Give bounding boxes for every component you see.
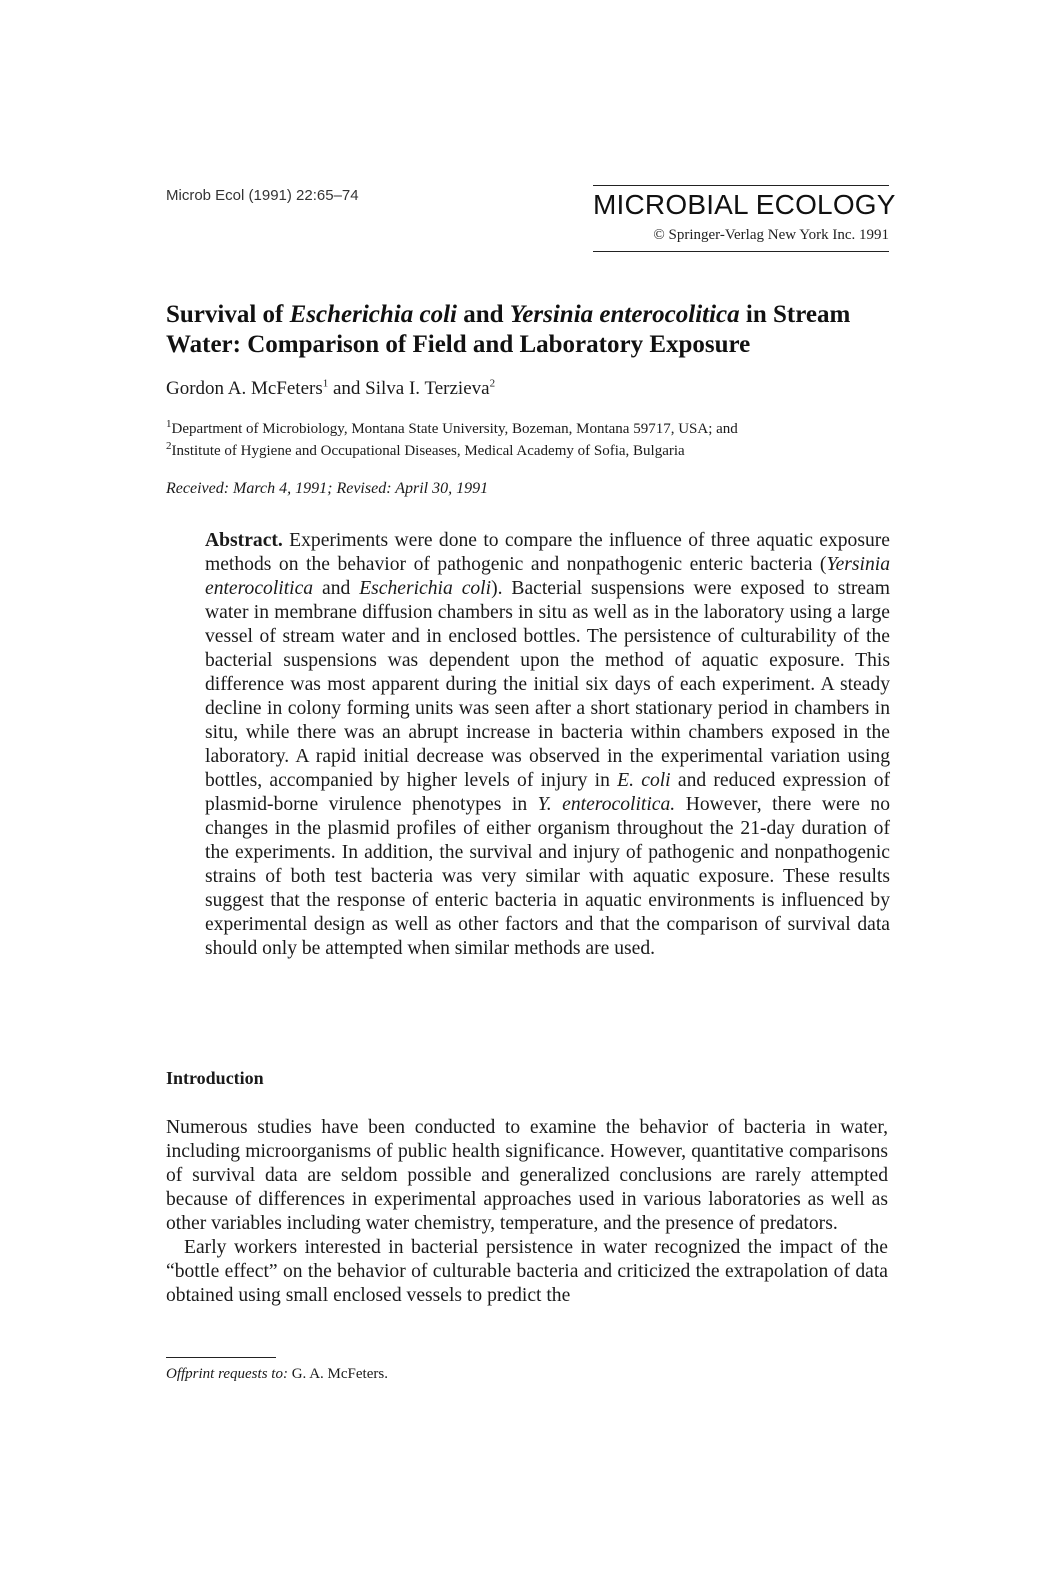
- affiliation-1: [166, 418, 896, 440]
- copyright-line: © Springer-Verlag New York Inc. 1991: [653, 227, 889, 243]
- abstract-text-1: Experiments were done to compare the influence of three aquatic exposure methods on the behavior of pathogenic and nonpathogenic enteric bacteria (: [205, 530, 890, 575]
- introduction-body: [166, 1116, 888, 1308]
- title-part-2: and: [456, 301, 510, 328]
- author-conjunction: and: [328, 378, 366, 399]
- abstract-organism-4: Y. enterocolitica.: [537, 794, 676, 815]
- received-revised-dates: Received: March 4, 1991; Revised: April 30, 1991: [166, 480, 489, 497]
- abstract-organism-3: E. coli: [617, 770, 671, 791]
- abstract-text-3: ). Bacterial suspensions were exposed to stream water in membrane diffusion chambers in situ as well as in the laboratory using a large vessel of stream water and in enclosed bottles. The persistence of culturability of the bacterial suspensions was dependent upon the method of aquatic exposure. This difference was most apparent during the initial six days of each experiment. A steady decline in colony forming units was seen after a short stationary period in chambers in situ, while there was an abrupt increase in bacteria within chambers exposed in the laboratory. A rapid initial decrease was observed in the experimental variation using bottles, accompanied by higher levels of injury in: [205, 578, 890, 791]
- author-line: [166, 378, 495, 400]
- introduction-paragraph-1: Numerous studies have been conducted to examine the behavior of bacteria in water, including microorganisms of public health significance. However, quantitative comparisons of survival data are seldom possible and generalized conclusions are rarely attempted because of differences in experimental approaches used in various laboratories as well as other variables including water chemistry, temperature, and the presence of predators.: [166, 1117, 888, 1234]
- footnote-label: Offprint requests to:: [166, 1366, 288, 1382]
- author-1-affiliation-mark: 1: [322, 377, 329, 390]
- title-organism-1: Escherichia coli: [289, 301, 457, 328]
- masthead-top-rule: [593, 185, 889, 186]
- title-part-3: in Stream Water: Comparison of Field and Laboratory Exposure: [166, 301, 851, 358]
- abstract-text-5: However, there were no changes in the plasmid profiles of either organism throughout the 21-day duration of the experiments. In addition, the survival and injury of pathogenic and nonpathogenic strains of both test bacteria was very similar with aquatic exposure. These results suggest that the response of enteric bacteria in aquatic environments is influenced by experimental design as well as other factors and that the comparison of survival data should only be attempted when similar methods are used.: [205, 794, 891, 959]
- abstract-organism-2: Escherichia coli: [359, 578, 492, 599]
- title-organism-2: Yersinia enterocolitica: [509, 301, 740, 328]
- abstract-label: Abstract.: [205, 530, 283, 551]
- abstract-text-2: and: [313, 578, 360, 599]
- affiliation-2: [166, 440, 896, 462]
- affiliations: [166, 418, 896, 462]
- journal-name: MICROBIAL ECOLOGY: [593, 189, 896, 220]
- journal-masthead: [593, 185, 896, 252]
- footnote: [166, 1366, 388, 1383]
- affiliation-1-mark: 1: [166, 418, 172, 430]
- author-2-affiliation-mark: 2: [489, 377, 496, 390]
- author-1: Gordon A. McFeters: [166, 378, 323, 399]
- title-part-1: Survival of: [166, 301, 290, 328]
- journal-citation: Microb Ecol (1991) 22:65–74: [166, 187, 359, 204]
- abstract: [205, 529, 890, 961]
- abstract-organism-1: Yersinia enterocolitica: [205, 554, 890, 599]
- introduction-paragraph-2: Early workers interested in bacterial persistence in water recognized the impact of the “bottle effect” on the behavior of culturable bacteria and criticized the extrapolation of data obtained using small enclosed vessels to predict the: [166, 1237, 888, 1306]
- author-2: Silva I. Terzieva: [365, 378, 490, 399]
- abstract-text-4: and reduced expression of plasmid-borne virulence phenotypes in: [205, 770, 891, 815]
- affiliation-2-mark: 2: [166, 440, 172, 452]
- footnote-rule: [166, 1357, 276, 1358]
- affiliation-1-text: Department of Microbiology, Montana State University, Bozeman, Montana 59717, USA; and: [171, 421, 738, 437]
- introduction-heading: Introduction: [166, 1068, 264, 1088]
- affiliation-2-text: Institute of Hygiene and Occupational Diseases, Medical Academy of Sofia, Bulgaria: [171, 443, 685, 459]
- article-title: [166, 300, 896, 360]
- footnote-text: G. A. McFeters.: [287, 1366, 388, 1382]
- masthead-bottom-rule: [593, 251, 889, 252]
